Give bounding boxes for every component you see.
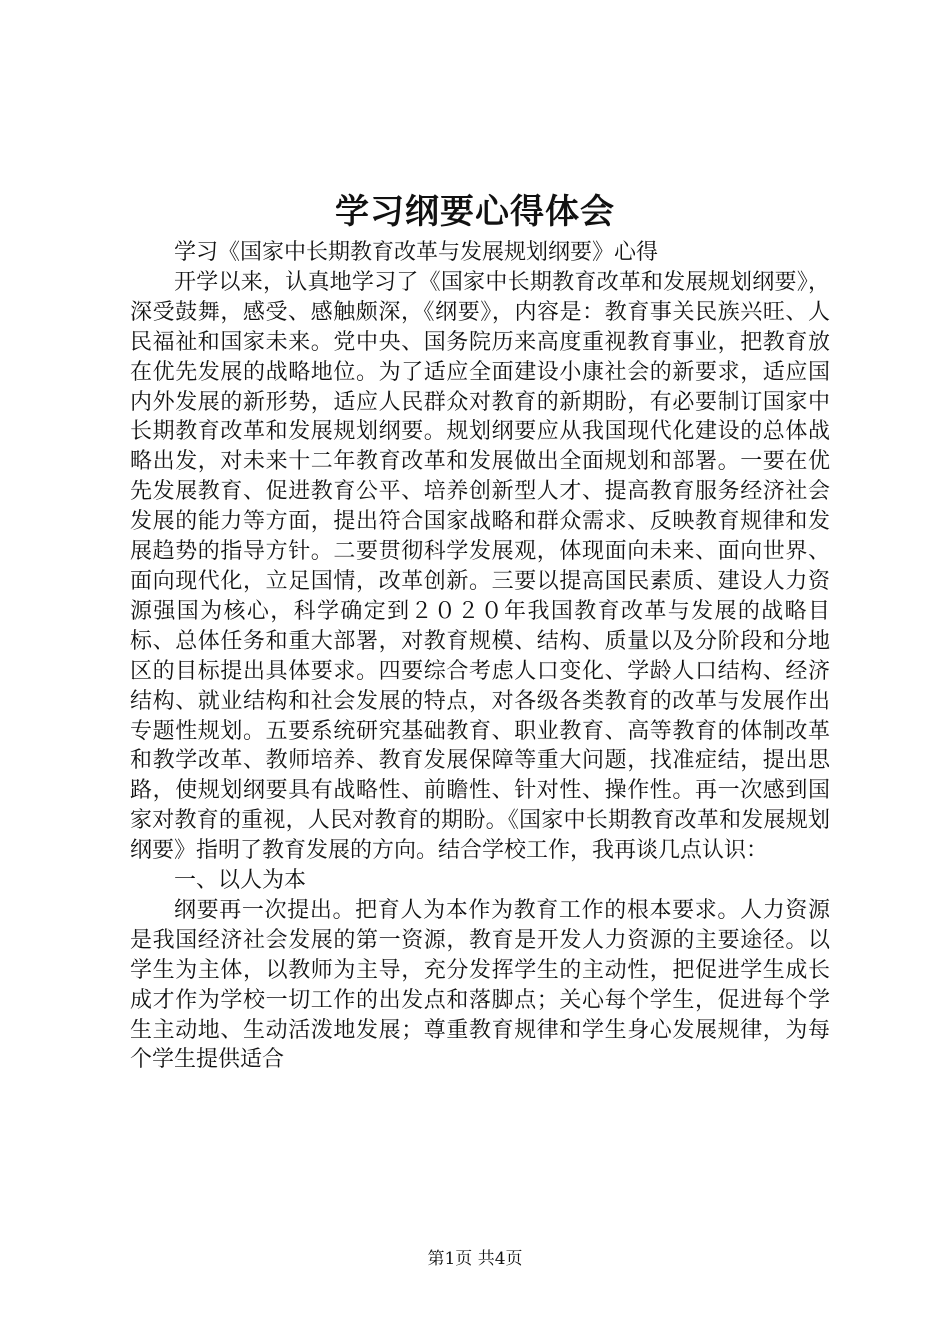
body-paragraph: 开学以来，认真地学习了《国家中长期教育改革和发展规划纲要》，深受鼓舞，感受、感触颇深，《纲要》，内容是：教育事关民族兴旺、人民福祉和国家未来。党中央、国务院历来高度重视教育事业，把教育放在优先发展的战略地位。为了适应全面建设小康社会的新要求，适应国内外发展的新形势，适应人民群众对教育的新期盼，有必要制订国家中长期教育改革和发展规划纲要。规划纲要应从我国现代化建设的总体战略出发，对未来十二年教育改革和发展做出全面规划和部署。一要在优先发展教育、促进教育公平、培养创新型人才、提高教育服务经济社会发展的能力等方面，提出符合国家战略和群众需求、反映教育规律和发展趋势的指导方针。二要贯彻科学发展观，体现面向未来、面向世界、面向现代化，立足国情，改革创新。三要以提高国民素质、建设人力资源强国为核心，科学确定到２０２０年我国教育改革与发展的战略目标、总体任务和重大部署，对教育规模、结构、质量以及分阶段和分地区的目标提出具体要求。四要综合考虑人口变化、学龄人口结构、经济结构、就业结构和社会发展的特点，对各级各类教育的改革与发展作出专题性规划。五要系统研究基础教育、职业教育、高等教育的体制改革和教学改革、教师培养、教育发展保障等重大问题，找准症结，提出思路，使规划纲要具有战略性、前瞻性、针对性、操作性。再一次感到国家对教育的重视，人民对教育的期盼。《国家中长期教育改革和发展规划纲要》指明了教育发展的方向。结合学校工作，我再谈几点认识：: [130, 269, 830, 864]
subtitle-paragraph: 学习《国家中长期教育改革与发展规划纲要》心得: [174, 240, 659, 265]
body-paragraph: 纲要再一次提出。把育人为本作为教育工作的根本要求。人力资源是我国经济社会发展的第一资源，教育是开发人力资源的主要途径。以学生为主体，以教师为主导，充分发挥学生的主动性，把促进学生成长成才作为学校一切工作的出发点和落脚点；关心每个学生，促进每个学生主动地、生动活泼地发展；尊重教育规律和学生身心发展规律，为每个学生提供适合: [130, 897, 830, 1073]
page-footer: 第1页 共4页: [427, 1249, 523, 1269]
document-title: 学习纲要心得体会: [335, 192, 615, 232]
section-heading: 一、以人为本: [174, 868, 307, 894]
document-body: [130, 238, 830, 1075]
